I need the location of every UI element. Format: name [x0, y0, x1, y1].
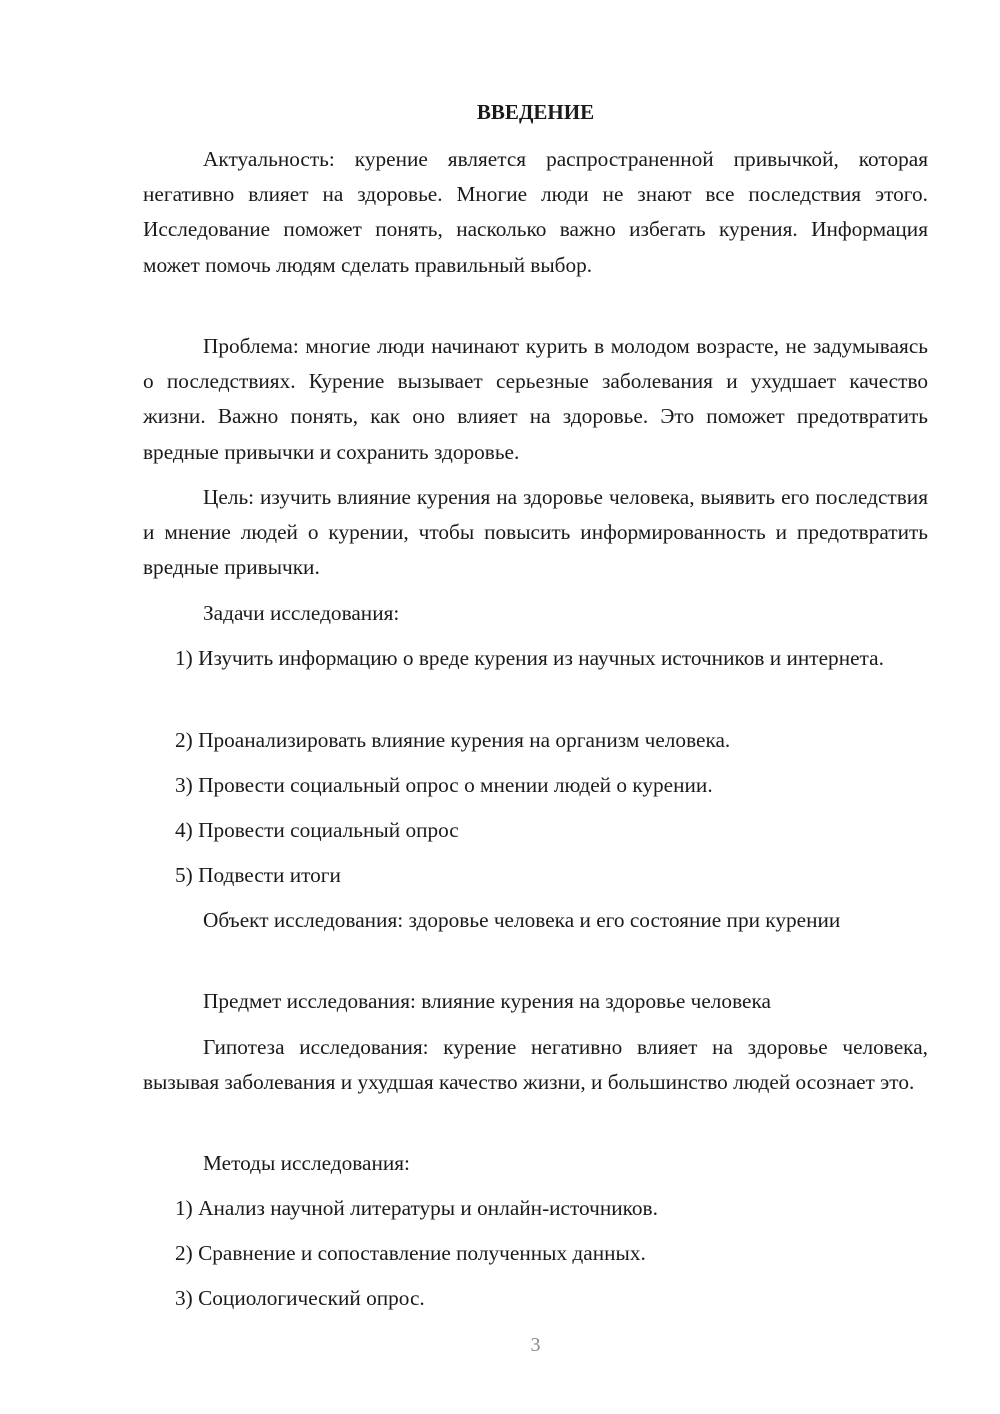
list-item-task-3: 3) Провести социальный опрос о мнении людей о курении.	[175, 773, 713, 797]
page-title: ВВЕДЕНИЕ	[476, 100, 595, 124]
document-page	[143, 0, 928, 1414]
page-number: 3	[530, 1334, 541, 1356]
paragraph-hypothesis: Гипотеза исследования: курение негативно влияет на здоровье человека, вызывая заболевания и ухудшая качество жизни, и большинство людей осознает это.	[143, 1035, 928, 1095]
paragraph-object: Объект исследования: здоровье человека и его состояние при курении	[203, 908, 841, 932]
list-item-task-5: 5) Подвести итоги	[175, 863, 341, 887]
list-item-method-3: 3) Социологический опрос.	[175, 1286, 425, 1310]
list-item-method-2: 2) Сравнение и сопоставление полученных данных.	[175, 1241, 646, 1265]
paragraph-goal: Цель: изучить влияние курения на здоровье человека, выявить его последствия и мнение людей о курении, чтобы повысить информированность и предотвратить вредные привычки.	[143, 485, 928, 580]
paragraph-relevance: Актуальность: курение является распространенной привычкой, которая негативно влияет на здоровье. Многие люди не знают все последствия этого. Исследование поможет понять, насколько важно избегать курения. Информация может помочь людям сделать правильный выбор.	[143, 147, 928, 277]
list-item-method-1: 1) Анализ научной литературы и онлайн-источников.	[175, 1196, 658, 1220]
list-item-task-2: 2) Проанализировать влияние курения на организм человека.	[175, 728, 731, 752]
paragraph-subject: Предмет исследования: влияние курения на здоровье человека	[203, 989, 771, 1013]
tasks-heading: Задачи исследования:	[203, 601, 400, 625]
list-item-task-1: 1) Изучить информацию о вреде курения из научных источников и интернета.	[175, 646, 884, 670]
list-item-task-4: 4) Провести социальный опрос	[175, 818, 459, 842]
paragraph-problem: Проблема: многие люди начинают курить в молодом возрасте, не задумываясь о последствиях. Курение вызывает серьезные заболевания и ухудшает качество жизни. Важно понять, как оно влияет на здоровье. Это поможет предотвратить вредные привычки и сохранить здоровье.	[143, 334, 928, 464]
methods-heading: Методы исследования:	[203, 1151, 410, 1175]
